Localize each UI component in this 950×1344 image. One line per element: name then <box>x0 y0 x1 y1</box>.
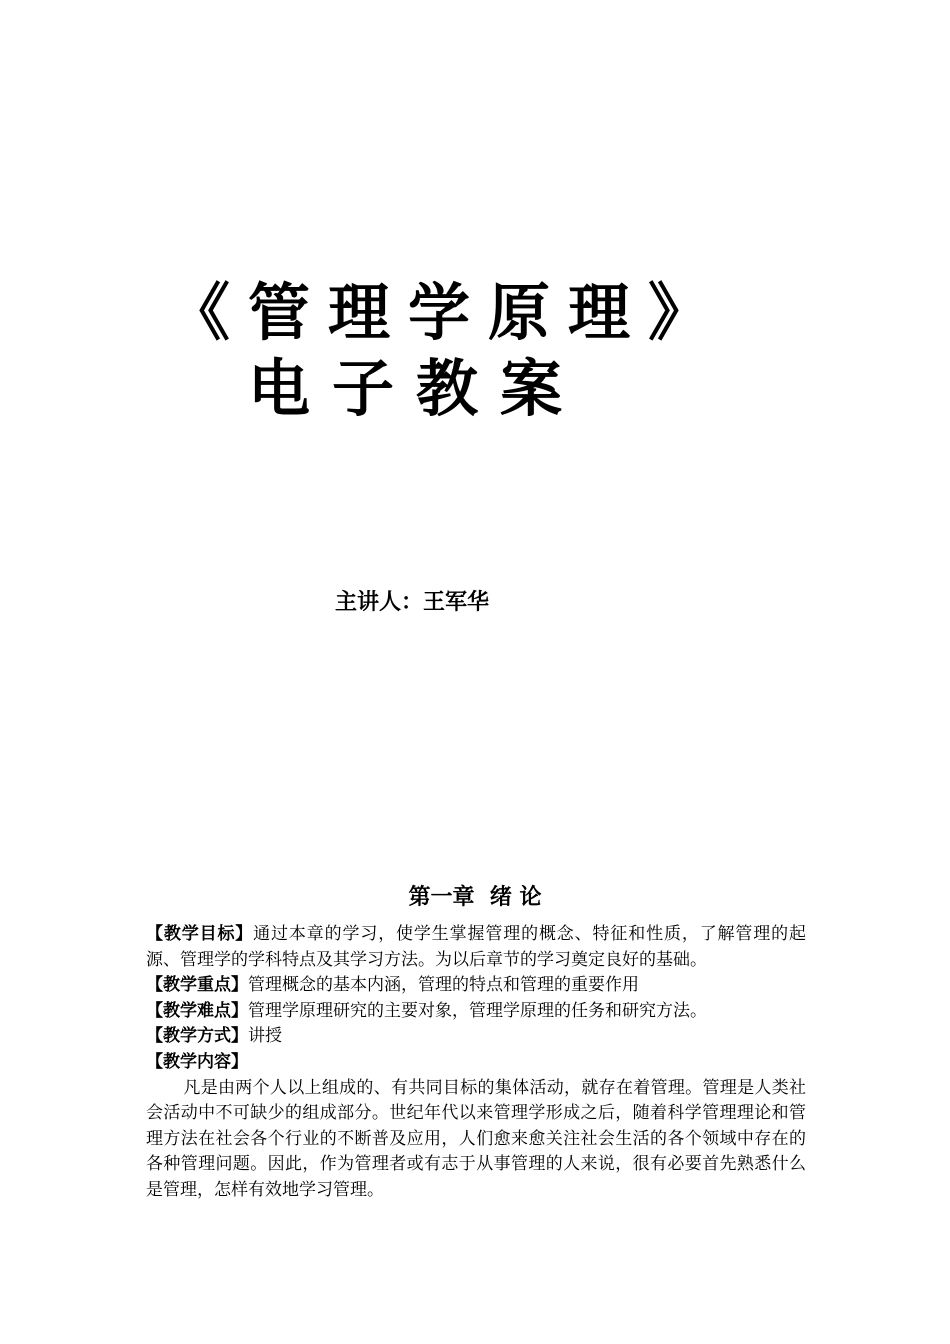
chapter-heading: 第一章 绪 论 <box>408 885 542 910</box>
section-teaching-content <box>146 1050 806 1076</box>
section-text: 讲授 <box>248 1026 282 1047</box>
section-text: 通过本章的学习，使学生掌握管理的概念、特征和性质，了解管理的起源、管理学的学科特点及其学习方法。为以后章节的学习奠定良好的基础。 <box>146 924 807 970</box>
section-label: 【教学难点】 <box>146 1000 248 1021</box>
section-teaching-focus <box>146 973 806 999</box>
section-teaching-goal <box>146 922 806 973</box>
section-label: 【教学目标】 <box>146 924 254 944</box>
section-label: 【教学方式】 <box>146 1026 248 1047</box>
section-label: 【教学重点】 <box>146 975 248 996</box>
section-text: 管理学原理研究的主要对象，管理学原理的任务和研究方法。 <box>248 1000 707 1021</box>
section-text: 管理概念的基本内涵，管理的特点和管理的重要作用 <box>248 975 639 996</box>
section-label: 【教学内容】 <box>146 1051 248 1072</box>
lecturer-name: 主讲人：王军华 <box>335 590 490 615</box>
document-title-line-2: 电子教案 <box>248 352 585 425</box>
document-title-line-1: 《管理学原理》 <box>168 276 729 349</box>
chapter-body <box>146 922 806 1204</box>
section-teaching-method <box>146 1024 806 1050</box>
section-teaching-difficulty <box>146 999 806 1025</box>
body-paragraph: 凡是由两个人以上组成的、有共同目标的集体活动，就存在着管理。管理是人类社会活动中不可缺少的组成部分。世纪年代以来管理学形成之后，随着科学管理理论和管理方法在社会各个行业的不断普及应用，人们愈来愈关注社会生活的各个领域中存在的各种管理问题。因此，作为管理者或有志于从事管理的人来说，很有必要首先熟悉什么是管理，怎样有效地学习管理。 <box>146 1077 806 1200</box>
